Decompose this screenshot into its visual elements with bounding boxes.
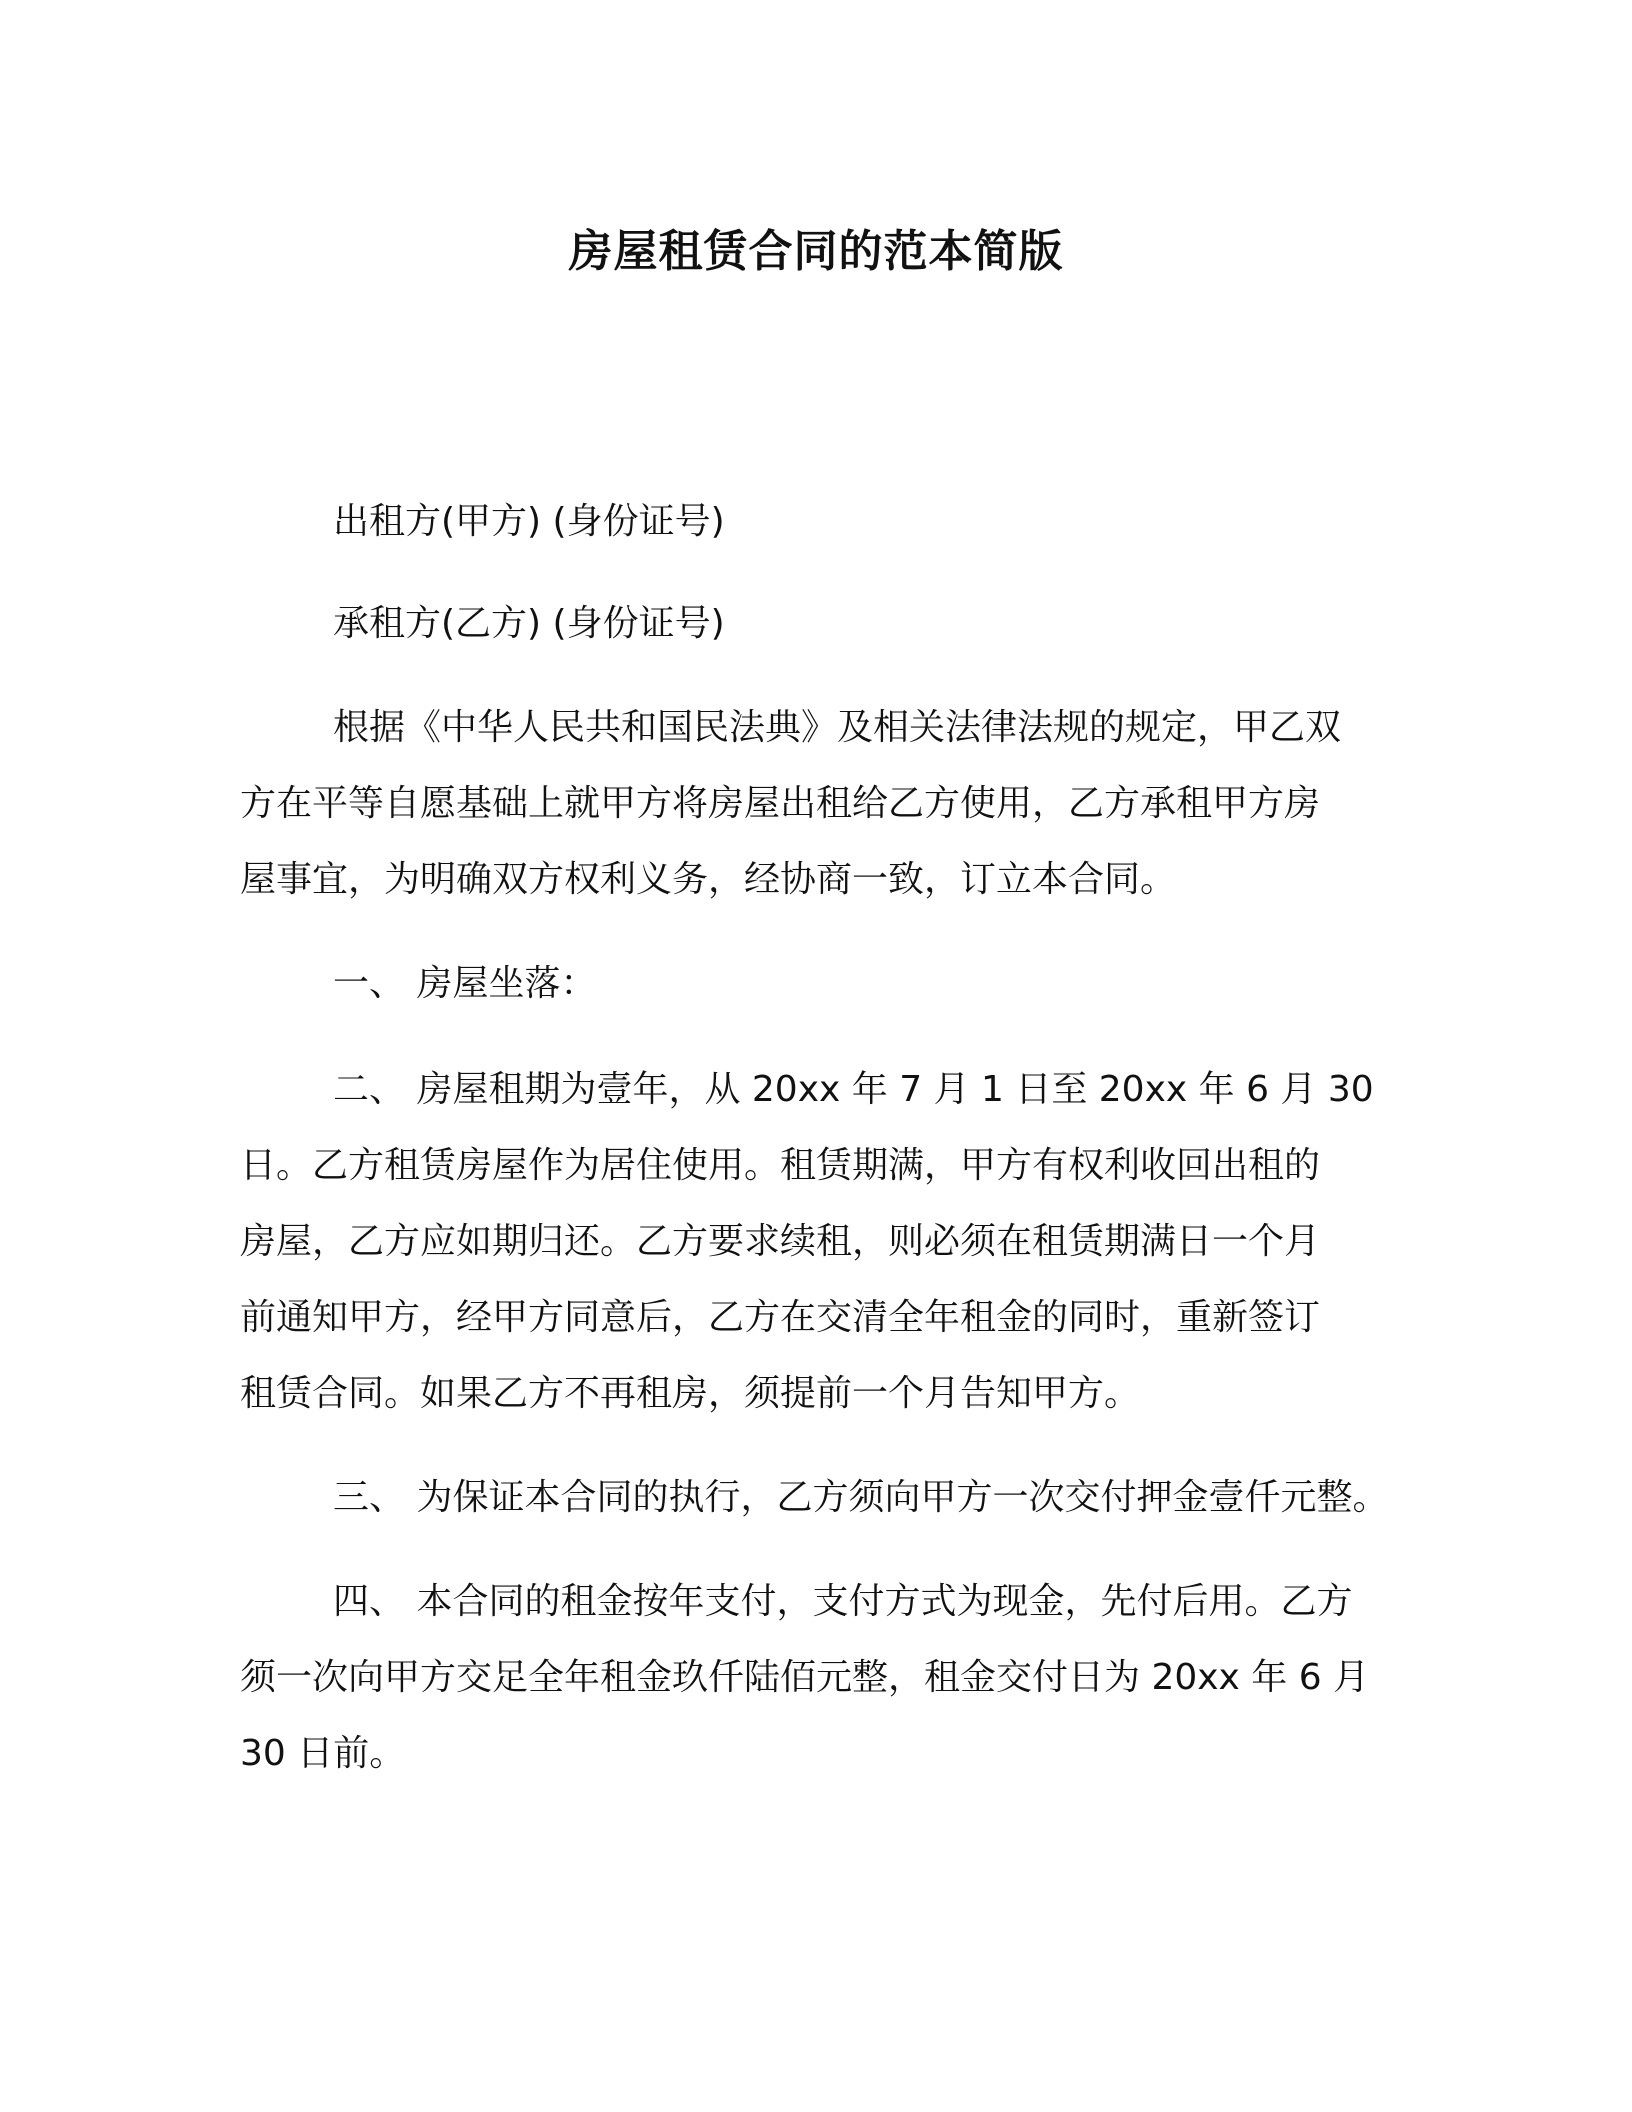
preamble-line-1: 根据《中华人民共和国民法典》及相关法律法规的规定，甲乙双 xyxy=(333,707,1342,748)
clause-2-line-1: 二、 房屋租期为壹年，从 20xx 年 7 月 1 日至 20xx 年 6 月 30 xyxy=(333,1069,1374,1110)
clause-3-line-1: 三、 为保证本合同的执行，乙方须向甲方一次交付押金壹仟元整。 xyxy=(333,1477,1389,1518)
clause-2-line-5: 租赁合同。如果乙方不再租房，须提前一个月告知甲方。 xyxy=(240,1373,1141,1414)
preamble-line-3: 屋事宜，为明确双方权利义务，经协商一致，订立本合同。 xyxy=(240,859,1177,900)
clause-4-line-2: 须一次向甲方交足全年租金玖仟陆佰元整，租金交付日为 20xx 年 6 月 xyxy=(240,1657,1370,1698)
document-title: 房屋租赁合同的范本简版 xyxy=(568,226,1064,277)
preamble-line-2: 方在平等自愿基础上就甲方将房屋出租给乙方使用，乙方承租甲方房 xyxy=(240,783,1321,824)
clause-1-line-1: 一、 房屋坐落： xyxy=(333,963,597,1004)
clause-2-line-4: 前通知甲方，经甲方同意后，乙方在交清全年租金的同时，重新签订 xyxy=(240,1297,1321,1338)
party-b-line: 承租方(乙方) (身份证号) xyxy=(333,603,725,644)
clause-4-line-3: 30 日前。 xyxy=(240,1733,406,1774)
party-a-line: 出租方(甲方) (身份证号) xyxy=(333,501,725,542)
clause-4-line-1: 四、 本合同的租金按年支付，支付方式为现金，先付后用。乙方 xyxy=(333,1581,1353,1622)
clause-2-line-3: 房屋，乙方应如期归还。乙方要求续租，则必须在租赁期满日一个月 xyxy=(240,1221,1321,1262)
clause-2-line-2: 日。乙方租赁房屋作为居住使用。租赁期满，甲方有权利收回出租的 xyxy=(240,1145,1321,1186)
